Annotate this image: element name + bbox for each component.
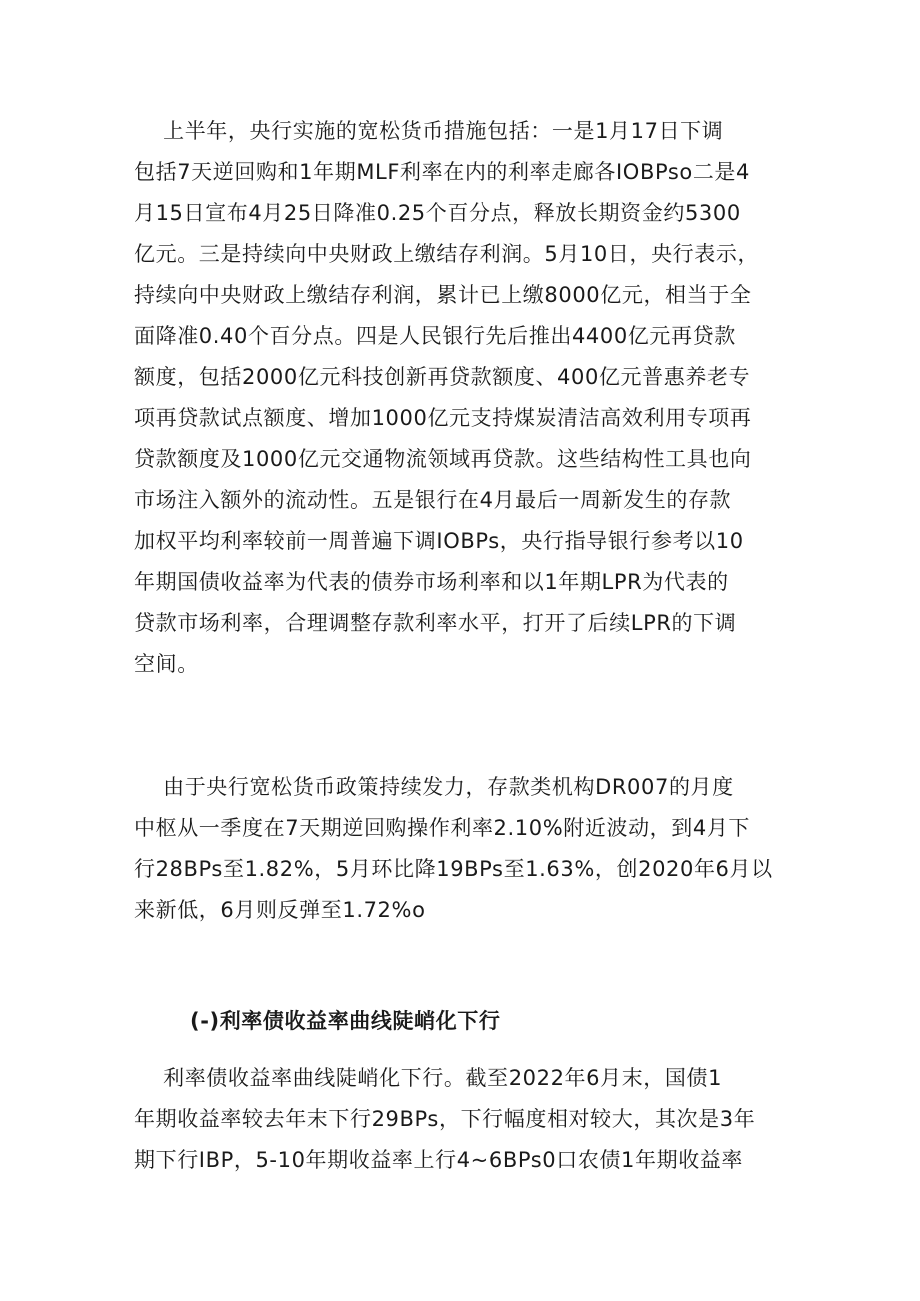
text-line: 额度，包括2000亿元科技创新再贷款额度、400亿元普惠养老专 — [134, 365, 751, 389]
text-line: 行28BPs至1.82%，5月环比降19BPs至1.63%，创2020年6月以 — [134, 857, 773, 881]
text-line: 亿元。三是持续向中央财政上缴结存利润。5月10日，央行表示， — [134, 242, 760, 266]
text-line: 贷款市场利率，合理调整存款利率水平，打开了后续LPR的下调 — [134, 611, 737, 635]
text-line: 年期收益率较去年末下行29BPs，下行幅度相对较大，其次是3年 — [134, 1107, 756, 1131]
text-line: 年期国债收益率为代表的债券市场利率和以1年期LPR为代表的 — [134, 570, 729, 594]
text-line: 来新低，6月则反弹至1.72%o — [134, 898, 426, 922]
text-line: 加权平均利率较前一周普遍下调IOBPs，央行指导银行参考以10 — [134, 529, 744, 553]
section-heading: (-)利率债收益率曲线陡峭化下行 — [190, 1009, 501, 1033]
text-line: 市场注入额外的流动性。五是银行在4月最后一周新发生的存款 — [134, 488, 732, 512]
text-line: 项再贷款试点额度、增加1000亿元支持煤炭清洁高效利用专项再 — [134, 406, 752, 430]
text-line: 利率债收益率曲线陡峭化下行。截至2022年6月末，国债1 — [134, 1066, 723, 1090]
text-line: 期下行IBP，5-10年期收益率上行4~6BPs0口农债1年期收益率 — [134, 1148, 744, 1172]
text-line: 包括7天逆回购和1年期MLF利率在内的利率走廊各IOBPso二是4 — [134, 160, 750, 184]
text-line: 由于央行宽松货币政策持续发力，存款类机构DR007的月度 — [134, 775, 734, 799]
text-line: 上半年，央行实施的宽松货币措施包括：一是1月17日下调 — [134, 119, 724, 143]
text-line: 中枢从一季度在7天期逆回购操作利率2.10%附近波动，到4月下 — [134, 816, 751, 840]
text-line: 持续向中央财政上缴结存利润，累计已上缴8000亿元，相当于全 — [134, 283, 752, 307]
text-line: 面降准0.40个百分点。四是人民银行先后推出4400亿元再贷款 — [134, 324, 736, 348]
text-line: 贷款额度及1000亿元交通物流领域再贷款。这些结构性工具也向 — [134, 447, 752, 471]
text-line: 空间。 — [134, 652, 199, 676]
text-line: 月15日宣布4月25日降准0.25个百分点，释放长期资金约5300 — [134, 201, 741, 225]
